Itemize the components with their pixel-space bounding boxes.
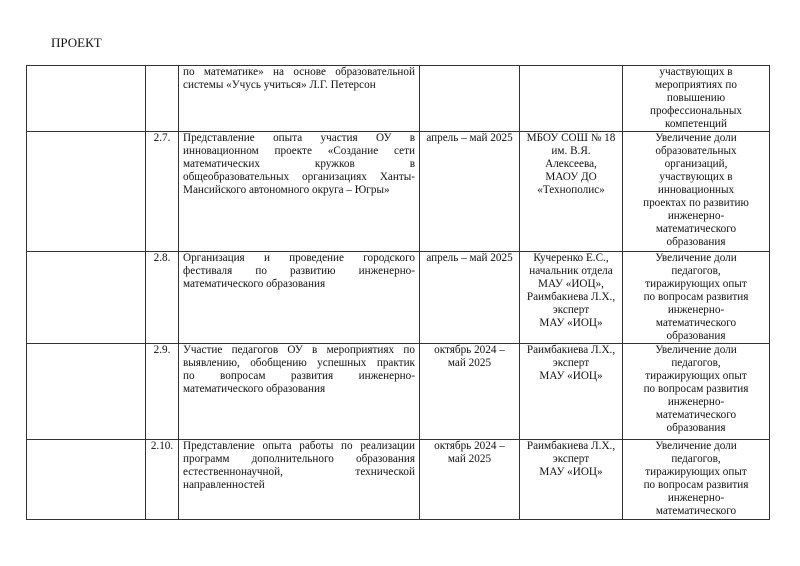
expected-result-cell (623, 132, 770, 252)
expected-result-line: организаций, (664, 158, 728, 170)
responsible-line: Раимбакиева Л.Х., (526, 291, 616, 303)
expected-result-cell (623, 440, 770, 520)
activity-description-cell (179, 66, 420, 132)
expected-result-line: тиражирующих опыт (645, 370, 747, 382)
activity-description-line: математического образования (183, 278, 326, 290)
deadline-line: апрель – май 2025 (426, 252, 513, 264)
expected-result-line: тиражирующих опыт (645, 278, 747, 290)
expected-result-line: по вопросам развития (643, 479, 749, 491)
activity-description-line: общеобразовательных организациях Ханты- (183, 171, 415, 183)
expected-result-line: компетенций (664, 118, 728, 130)
responsible-cell (520, 440, 623, 520)
responsible-line: МАУ «ИОЦ» (539, 466, 603, 478)
activity-description-line: направленностей (183, 479, 265, 491)
table-row (27, 132, 770, 252)
table-row (27, 440, 770, 520)
activity-description-line: программ дополнительного образования (183, 453, 415, 465)
deadline-line: май 2025 (447, 357, 492, 369)
table-row (27, 252, 770, 344)
responsible-cell (520, 252, 623, 344)
expected-result-line: Увеличение доли (655, 440, 737, 452)
responsible-line: эксперт (552, 357, 590, 369)
expected-result-line: инженерно- (667, 396, 725, 408)
item-number: 2.10. (150, 440, 174, 452)
deadline-line: октябрь 2024 – (434, 440, 505, 452)
expected-result-line: по вопросам развития (643, 383, 749, 395)
activity-description-cell (179, 132, 420, 252)
deadline-cell (420, 252, 520, 344)
deadline-cell (420, 344, 520, 440)
item-number-cell (146, 66, 179, 132)
item-number-cell (146, 440, 179, 520)
expected-result-line: педагогов, (671, 453, 721, 465)
activity-description-line: Мансийского автономного округа – Югры» (183, 184, 390, 196)
plan-table (26, 65, 770, 520)
expected-result-line: по вопросам развития (643, 291, 749, 303)
expected-result-line: математического (655, 223, 737, 235)
responsible-line: Алексеева, (545, 158, 597, 170)
empty-cell (27, 132, 146, 252)
empty-cell (27, 66, 146, 132)
item-number: 2.8. (153, 252, 171, 264)
activity-description-line: математических кружков в (183, 158, 415, 170)
activity-description-cell (179, 440, 420, 520)
expected-result-line: мероприятиях по (655, 79, 737, 91)
empty-cell (27, 344, 146, 440)
item-number: 2.9. (153, 344, 171, 356)
expected-result-line: проектах по развитию (643, 197, 749, 209)
responsible-cell (520, 66, 623, 132)
responsible-line: МАОУ ДО (545, 171, 597, 183)
activity-description-line: по математике» на основе образовательной (183, 66, 415, 78)
activity-description-line: Участие педагогов ОУ в мероприятиях по (183, 344, 415, 356)
responsible-line: Раимбакиева Л.Х., (526, 440, 616, 452)
expected-result-line: педагогов, (671, 357, 721, 369)
expected-result-cell (623, 344, 770, 440)
deadline-line: апрель – май 2025 (426, 132, 513, 144)
expected-result-line: педагогов, (671, 265, 721, 277)
deadline-line: май 2025 (447, 453, 492, 465)
expected-result-line: инновационных (657, 184, 735, 196)
deadline-cell (420, 66, 520, 132)
activity-description-line: инновационном проекте «Создание сети (183, 145, 415, 157)
activity-description-line: естественнонаучной, технической (183, 466, 415, 478)
responsible-line: начальник отдела (529, 265, 613, 277)
activity-description-line: фестиваля по развитию инженерно- (183, 265, 415, 277)
responsible-line: Раимбакиева Л.Х., (526, 344, 616, 356)
table-row (27, 66, 770, 132)
activity-description-line: выявлению, обобщению успешных практик (183, 357, 415, 369)
activity-description-line: Представление опыта работы по реализации (183, 440, 415, 452)
table-row (27, 344, 770, 440)
responsible-line: МАУ «ИОЦ» (539, 317, 603, 329)
expected-result-line: Увеличение доли (655, 344, 737, 356)
responsible-cell (520, 344, 623, 440)
activity-description-line: Организация и проведение городского (183, 252, 415, 264)
responsible-line: МАУ «ИОЦ» (539, 370, 603, 382)
expected-result-line: инженерно- (667, 210, 725, 222)
deadline-cell (420, 440, 520, 520)
empty-cell (27, 440, 146, 520)
activity-description-line: системы «Учусь учиться» Л.Г. Петерсон (183, 79, 376, 91)
expected-result-line: Увеличение доли (655, 132, 737, 144)
item-number: 2.7. (153, 132, 171, 144)
expected-result-line: образовательных (655, 145, 737, 157)
item-number-cell (146, 132, 179, 252)
responsible-cell (520, 132, 623, 252)
expected-result-line: инженерно- (667, 304, 725, 316)
expected-result-line: участвующих в (659, 171, 733, 183)
expected-result-line: образования (666, 330, 726, 342)
responsible-line: МАУ «ИОЦ», (538, 278, 604, 290)
empty-cell (27, 252, 146, 344)
expected-result-line: образования (666, 236, 726, 248)
activity-description-line: Представление опыта участия ОУ в (183, 132, 415, 144)
expected-result-cell (623, 252, 770, 344)
expected-result-line: Увеличение доли (655, 252, 737, 264)
activity-description-cell (179, 344, 420, 440)
expected-result-line: повышению (666, 92, 726, 104)
responsible-line: эксперт (552, 453, 590, 465)
expected-result-line: образования (666, 422, 726, 434)
expected-result-line: тиражирующих опыт (645, 466, 747, 478)
expected-result-line: математического (655, 317, 737, 329)
expected-result-line: математического (655, 505, 737, 517)
activity-description-line: по вопросам развития инженерно- (183, 370, 415, 382)
expected-result-line: участвующих в (659, 66, 733, 78)
expected-result-line: инженерно- (667, 492, 725, 504)
expected-result-cell (623, 66, 770, 132)
activity-description-cell (179, 252, 420, 344)
expected-result-line: математического (655, 409, 737, 421)
item-number-cell (146, 252, 179, 344)
responsible-line: Кучеренко Е.С., (533, 252, 609, 264)
deadline-cell (420, 132, 520, 252)
responsible-line: МБОУ СОШ № 18 (526, 132, 616, 144)
deadline-line: октябрь 2024 – (434, 344, 505, 356)
item-number-cell (146, 344, 179, 440)
activity-description-line: математического образования (183, 383, 326, 395)
responsible-line: «Технополис» (537, 184, 605, 196)
responsible-line: им. В.Я. (551, 145, 591, 157)
expected-result-line: профессиональных (649, 105, 742, 117)
responsible-line: эксперт (552, 304, 590, 316)
document-header-project: ПРОЕКТ (51, 35, 102, 50)
